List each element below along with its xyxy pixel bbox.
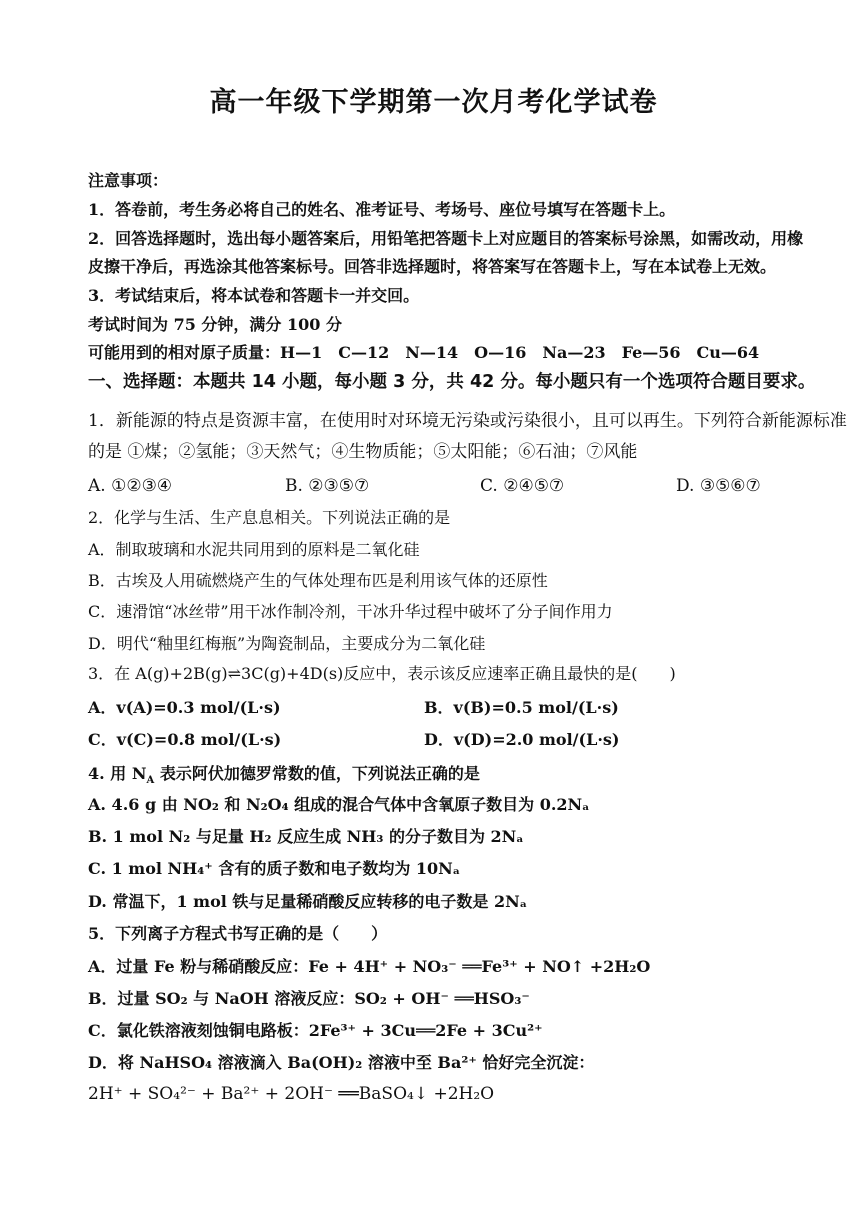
q3-option-c: C．v(C)=0.8 mol/(L·s) — [88, 730, 282, 749]
q3-option-d: D．v(D)=2.0 mol/(L·s) — [424, 730, 620, 749]
q4-option-a: A. 4.6 g 由 NO₂ 和 N₂O₄ 组成的混合气体中含氧原子数目为 0.2Nₐ — [88, 795, 590, 814]
q1-stem-a: 1．新能源的特点是资源丰富，在使用时对环境无污染或污染很小，且可以再生。下列符合新能源标准 — [88, 411, 847, 431]
q4-stem-sub: A — [146, 775, 155, 787]
q5-option-a: A．过量 Fe 粉与稀硝酸反应：Fe + 4H⁺ + NO₃⁻ ══Fe³⁺ + NO↑ +2H₂O — [88, 957, 651, 976]
q5-stem: 5．下列离子方程式书写正确的是（ ） — [88, 924, 388, 943]
note-item-2a: 2．回答选择题时，选出每小题答案后，用铅笔把答题卡上对应题目的答案标号涂黑，如需改动，用橡 — [88, 229, 804, 248]
exam-time: 考试时间为 75 分钟，满分 100 分 — [88, 315, 342, 334]
notes-heading: 注意事项： — [88, 171, 169, 190]
q3-option-b: B．v(B)=0.5 mol/(L·s) — [424, 698, 619, 717]
q1-option-c: C. ②④⑤⑦ — [480, 476, 565, 496]
q4-stem — [88, 763, 480, 785]
note-item-2b: 皮擦干净后，再选涂其他答案标号。回答非选择题时，将答案写在答题卡上，写在本试卷上无效。 — [88, 257, 777, 276]
section-heading: 一、选择题：本题共 14 小题，每小题 3 分，共 42 分。每小题只有一个选项符合题目要求。 — [88, 372, 816, 392]
q4-option-b: B. 1 mol N₂ 与足量 H₂ 反应生成 NH₃ 的分子数目为 2Nₐ — [88, 827, 524, 846]
q2-option-b: B．古埃及人用硫燃烧产生的气体处理布匹是利用该气体的还原性 — [88, 571, 548, 590]
q2-option-a: A．制取玻璃和水泥共同用到的原料是二氧化硅 — [88, 540, 420, 559]
q5-option-d-equation: 2H⁺ + SO₄²⁻ + Ba²⁺ + 2OH⁻ ══BaSO₄↓ +2H₂O — [88, 1084, 495, 1104]
q2-stem: 2．化学与生活、生产息息相关。下列说法正确的是 — [88, 508, 451, 527]
note-item-3: 3．考试结束后，将本试卷和答题卡一并交回。 — [88, 286, 420, 305]
atomic-masses: 可能用到的相对原子质量：H—1 C—12 N—14 O—16 Na—23 Fe—56 Cu—64 — [88, 343, 760, 362]
note-item-1: 1．答卷前，考生务必将自己的姓名、准考证号、考场号、座位号填写在答题卡上。 — [88, 200, 676, 219]
q5-option-d: D．将 NaHSO₄ 溶液滴入 Ba(OH)₂ 溶液中至 Ba²⁺ 恰好完全沉淀： — [88, 1053, 595, 1072]
q4-option-d: D. 常温下，1 mol 铁与足量稀硝酸反应转移的电子数是 2Nₐ — [88, 892, 528, 911]
q1-option-a: A. ①②③④ — [88, 476, 173, 496]
q5-option-b: B．过量 SO₂ 与 NaOH 溶液反应：SO₂ + OH⁻ ══HSO₃⁻ — [88, 989, 530, 1008]
q1-option-d: D. ③⑤⑥⑦ — [676, 476, 761, 496]
q3-stem: 3．在 A(g)+2B(g)⇌3C(g)+4D(s)反应中，表示该反应速率正确且最快的是( ) — [88, 664, 676, 683]
page-title: 高一年级下学期第一次月考化学试卷 — [209, 87, 658, 118]
q1-stem-b: 的是 ①煤；②氢能；③天然气；④生物质能；⑤太阳能；⑥石油；⑦风能 — [88, 442, 638, 462]
q4-stem-start: 4. 用 N — [88, 764, 147, 783]
q4-stem-rest: 表示阿伏加德罗常数的值，下列说法正确的是 — [154, 764, 480, 783]
q1-option-b: B. ②③⑤⑦ — [285, 476, 370, 496]
q4-option-c: C. 1 mol NH₄⁺ 含有的质子数和电子数均为 10Nₐ — [88, 859, 461, 878]
q2-option-d: D．明代“釉里红梅瓶”为陶瓷制品，主要成分为二氧化硅 — [88, 634, 486, 653]
q3-option-a: A．v(A)=0.3 mol/(L·s) — [88, 698, 281, 717]
q2-option-c: C．速滑馆“冰丝带”用干冰作制冷剂，干冰升华过程中破坏了分子间作用力 — [88, 602, 613, 621]
q5-option-c: C．氯化铁溶液刻蚀铜电路板：2Fe³⁺ + 3Cu══2Fe + 3Cu²⁺ — [88, 1021, 543, 1040]
